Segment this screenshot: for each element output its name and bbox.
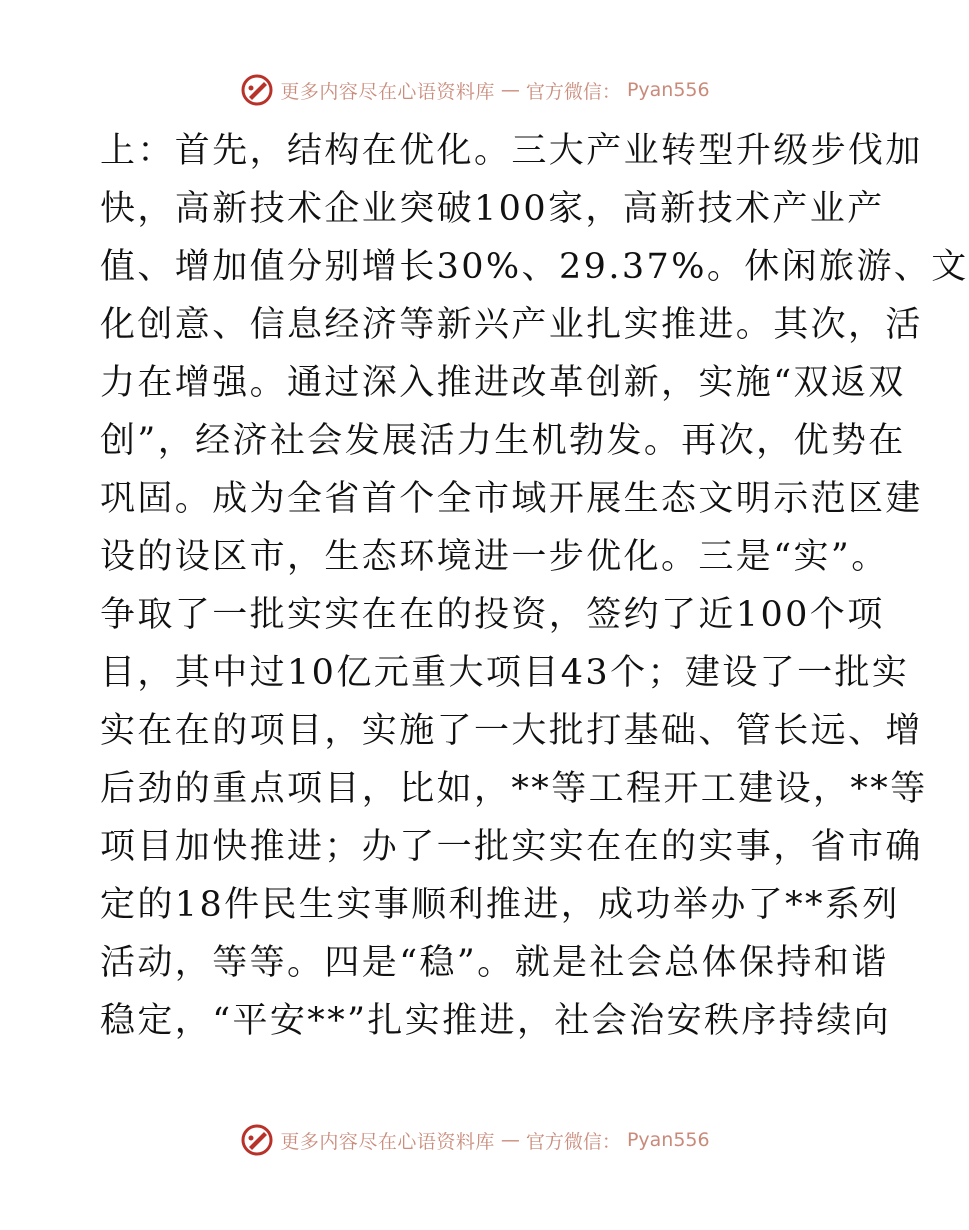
footer-site-text: 更多内容尽在心语资料库 bbox=[280, 1130, 495, 1153]
brand-logo-icon bbox=[240, 1123, 274, 1157]
body-line: 实在在的项目，实施了一大批打基础、管长远、增 bbox=[100, 711, 923, 751]
header-wechat-id: Pyan556 bbox=[626, 79, 710, 101]
body-line: 活动，等等。四是“稳”。就是社会总体保持和谐 bbox=[100, 943, 889, 983]
footer-wechat-id: Pyan556 bbox=[626, 1129, 710, 1151]
brand-logo-icon bbox=[240, 73, 274, 107]
body-line: 巩固。成为全省首个全市域开展生态文明示范区建 bbox=[100, 479, 923, 519]
footer-wechat-label: 官方微信： bbox=[525, 1130, 621, 1153]
footer-separator: — bbox=[500, 1129, 520, 1151]
body-line: 稳定，“平安**”扎实推进，社会治安秩序持续向 bbox=[100, 1001, 891, 1041]
header-separator: — bbox=[500, 79, 520, 101]
header-banner bbox=[0, 70, 950, 110]
body-line: 项目加快推进；办了一批实实在在的实事，省市确 bbox=[100, 827, 923, 867]
body-line: 设的设区市，生态环境进一步优化。三是“实”。 bbox=[100, 537, 889, 577]
body-line: 上：首先，结构在优化。三大产业转型升级步伐加 bbox=[100, 131, 923, 171]
document-body bbox=[100, 122, 969, 1050]
body-line: 定的18件民生实事顺利推进，成功举办了**系列 bbox=[100, 885, 900, 925]
header-site-text: 更多内容尽在心语资料库 bbox=[280, 80, 495, 103]
body-line: 值、增加值分别增长30%、29.37%。休闲旅游、文 bbox=[100, 247, 969, 287]
body-line: 后劲的重点项目，比如，**等工程开工建设，**等 bbox=[100, 769, 928, 809]
header-wechat-label: 官方微信： bbox=[525, 80, 621, 103]
body-line: 力在增强。通过深入推进改革创新，实施“双返双 bbox=[100, 363, 906, 403]
footer-banner bbox=[0, 1120, 950, 1160]
body-line: 快，高新技术企业突破100家，高新技术产业产 bbox=[100, 189, 885, 229]
body-line: 创”，经济社会发展活力生机勃发。再次，优势在 bbox=[100, 421, 906, 461]
body-line: 争取了一批实实在在的投资，签约了近100个项 bbox=[100, 595, 885, 635]
body-line: 化创意、信息经济等新兴产业扎实推进。其次，活 bbox=[100, 305, 923, 345]
body-line: 目，其中过10亿元重大项目43个；建设了一批实 bbox=[100, 653, 910, 693]
